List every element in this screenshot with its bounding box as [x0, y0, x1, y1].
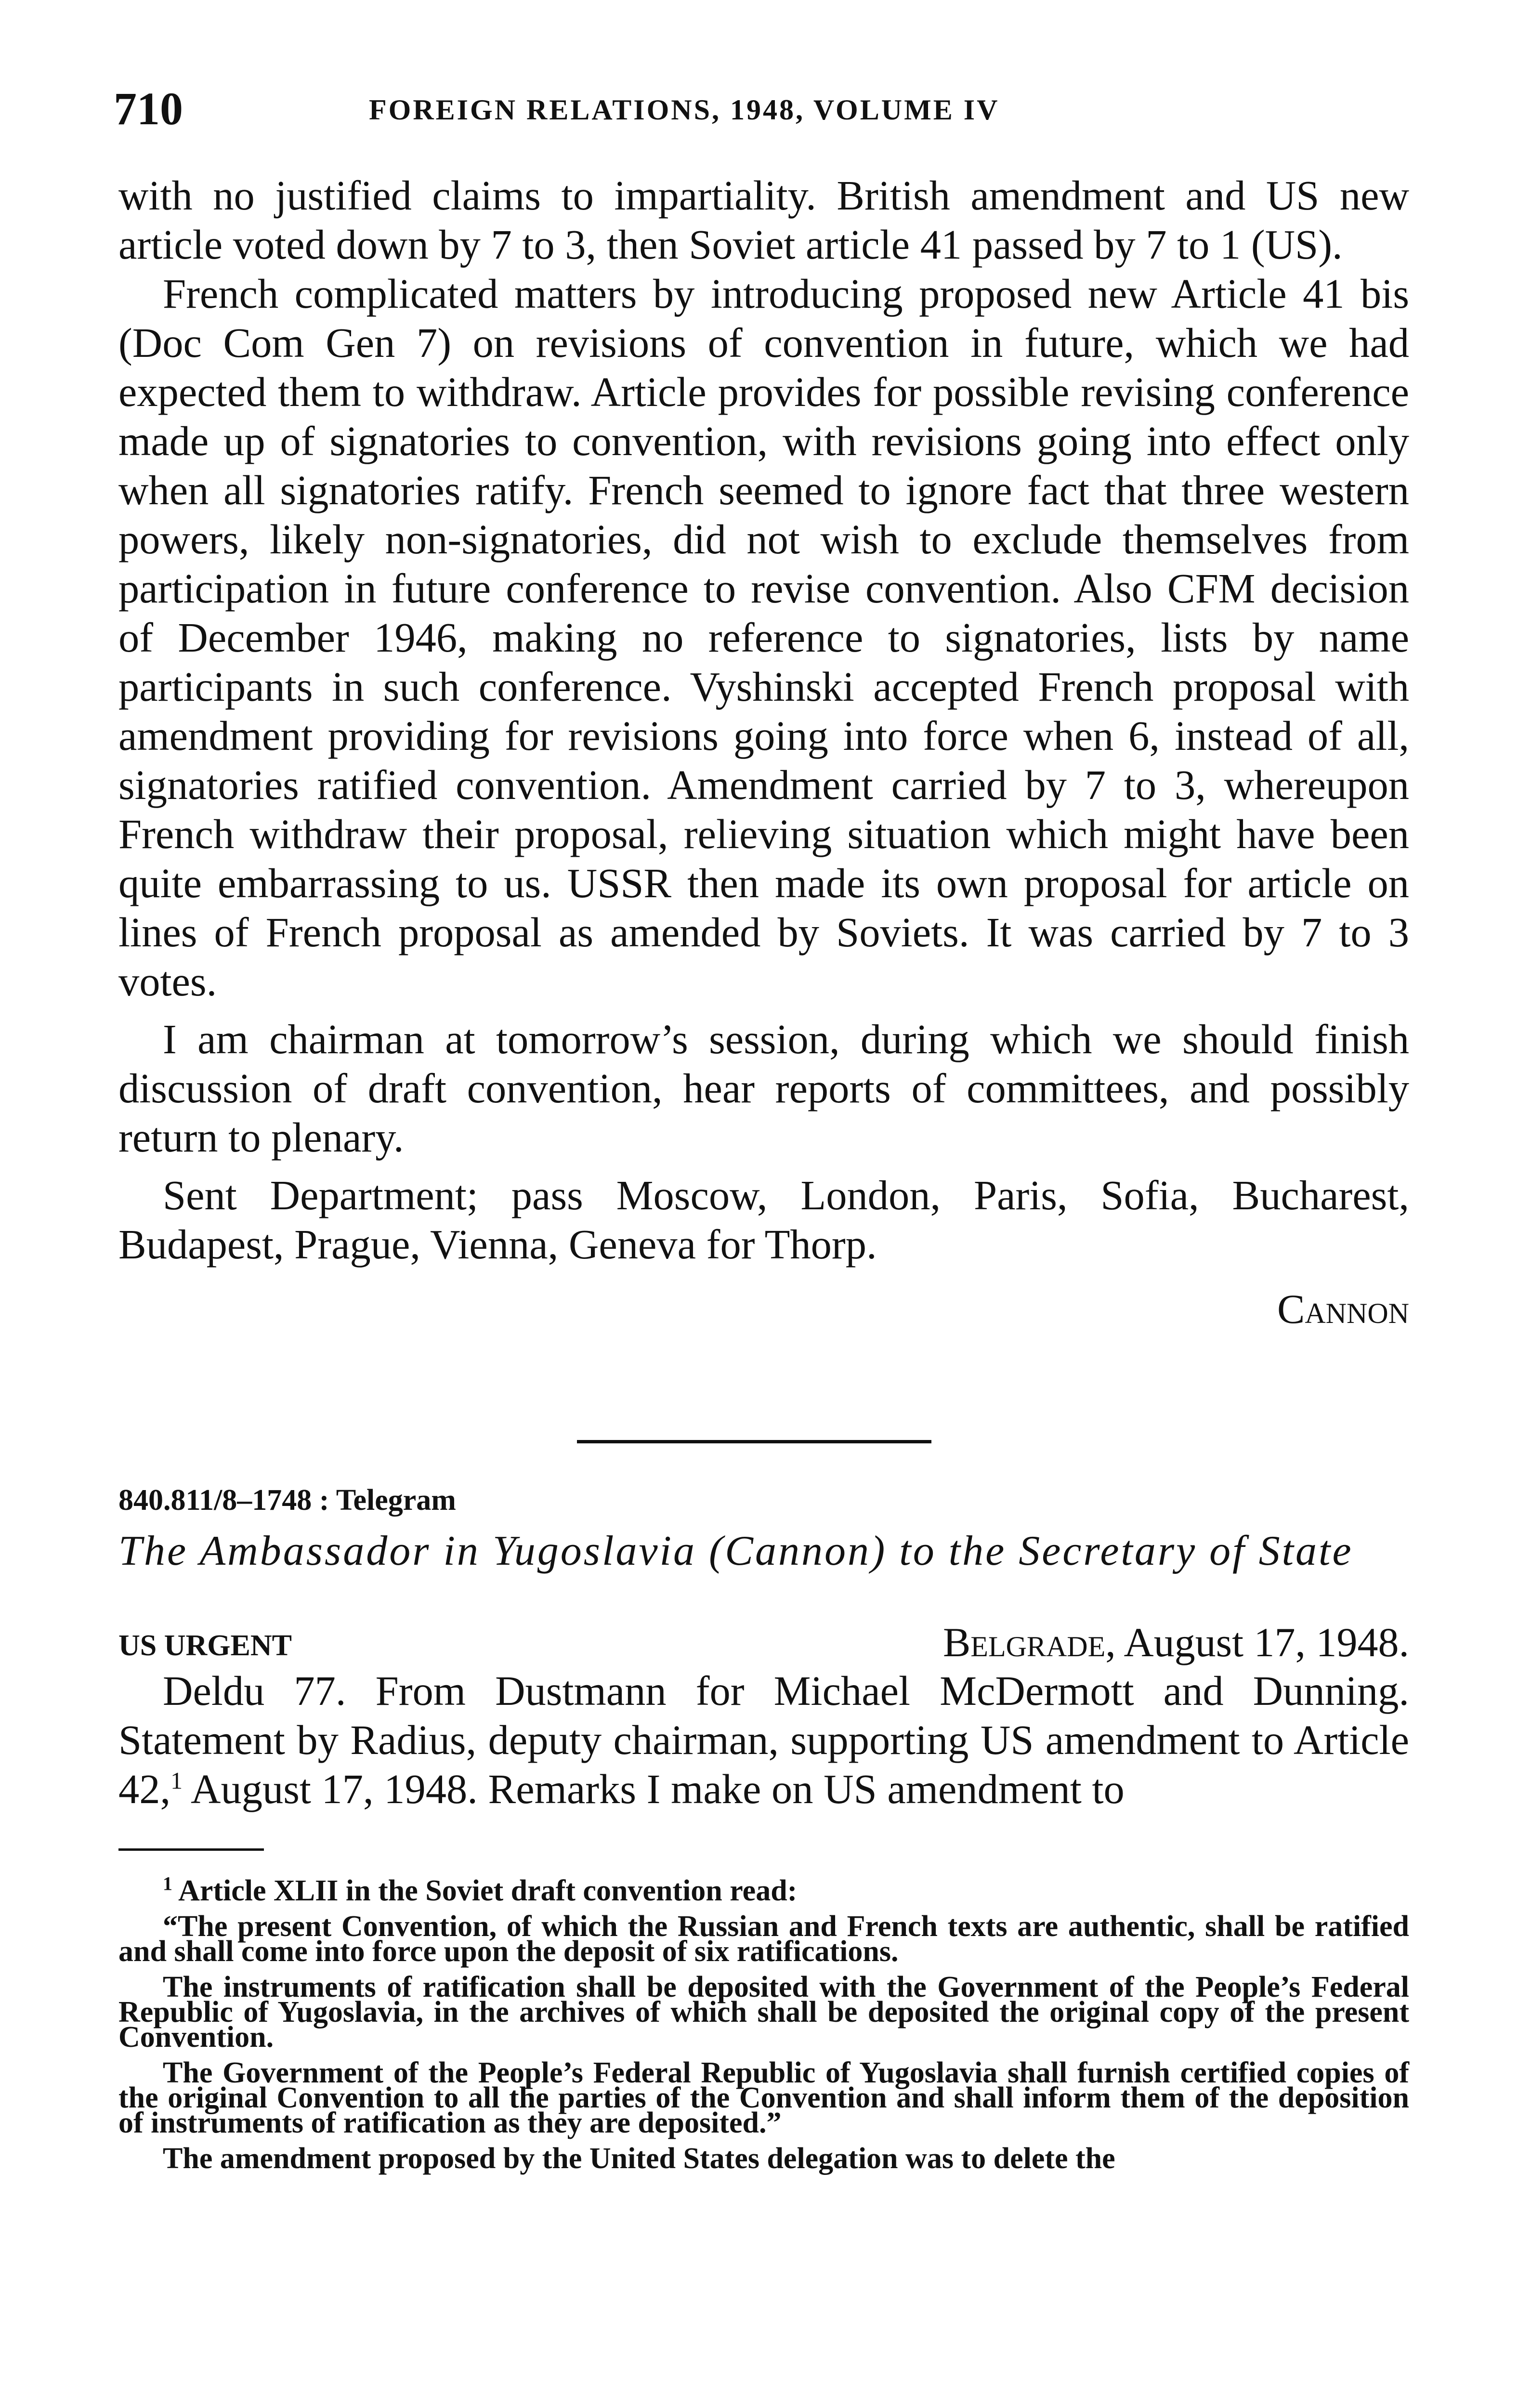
- footnote-reference: 1: [170, 1767, 183, 1794]
- date: August 17, 1948.: [1124, 1619, 1409, 1665]
- signature: Cannon: [1277, 1286, 1409, 1332]
- paragraph: Sent Department; pass Moscow, London, Paris, Sofia, Bucharest, Budapest, Prague, Vienna, Geneva for Thorp.: [118, 1172, 1409, 1268]
- footnote-intro: [118, 1872, 1409, 1907]
- document-title: The Ambassador in Yugoslavia (Cannon) to the Secretary of State: [118, 1528, 1353, 1574]
- paragraph: with no justified claims to impartiality. British amendment and US new article voted down by 7 to 3, then Soviet article 41 passed by 7 to 1 (US).: [118, 172, 1409, 268]
- running-head: FOREIGN RELATIONS, 1948, VOLUME IV: [369, 94, 1000, 126]
- footnote-marker: 1: [163, 1872, 172, 1895]
- footnote-paragraph: “The present Convention, of which the Russian and French texts are authentic, shall be ratified and shall come into force upon the deposit of six ratifications.: [118, 1910, 1409, 1968]
- page-number: 710: [114, 83, 183, 134]
- footnote-rule: [118, 1848, 264, 1851]
- body-text: Deldu 77. From Dustmann for Michael McDermott and Dunning. Statement by Radius, deputy chairman, supporting US amendment to Article 42,: [118, 1668, 1409, 1812]
- paragraph: French complicated matters by introducing proposed new Article 41 bis (Doc Com Gen 7) on revisions of convention in future, which we had expected them to withdraw. Article provides for possible revising conference made up of signatories to convention, with revisions going into effect only when all signatories ratify. French seemed to ignore fact that three western powers, likely non-signatories, did not wish to exclude themselves from participation in future conference to revise convention. Also CFM decision of December 1946, making no reference to signatories, lists by name participants in such conference. Vyshinski accepted French proposal with amendment providing for revisions going into force when 6, instead of all, signatories ratified convention. Amendment carried by 7 to 3, whereupon French withdraw their proposal, relieving situation which might have been quite embarrassing to us. USSR then made its own proposal for article on lines of French proposal as amended by Soviets. It was carried by 7 to 3 votes.: [118, 271, 1409, 1005]
- footnote-paragraph: The Government of the People’s Federal Republic of Yugoslavia shall furnish certified copies of the original Convention to all the parties of the Convention and shall inform them of the deposition of instruments of ratification as they are deposited.”: [118, 2056, 1409, 2139]
- footnote-text: Article XLII in the Soviet draft convention read:: [178, 1874, 798, 1907]
- page-header: [114, 82, 1414, 140]
- file-reference: 840.811/8–1748 : Telegram: [118, 1484, 456, 1517]
- place: Belgrade,: [942, 1619, 1116, 1665]
- continuation-text: [118, 171, 1409, 1334]
- dateline: [118, 1618, 1409, 1671]
- section-divider: [577, 1440, 931, 1443]
- telegram-body: [118, 1666, 1409, 1814]
- body-text: August 17, 1948. Remarks I make on US amendment to: [183, 1766, 1125, 1812]
- paragraph: [118, 1666, 1409, 1814]
- footnotes: [118, 1872, 1409, 2182]
- footnote-paragraph: The amendment proposed by the United States delegation was to delete the: [163, 2142, 1115, 2175]
- paragraph: I am chairman at tomorrow’s session, during which we should finish discussion of draft convention, hear reports of committees, and possibly return to plenary.: [118, 1016, 1409, 1161]
- priority-label: US URGENT: [118, 1629, 292, 1662]
- place-date: [943, 1618, 1409, 1666]
- footnote-paragraph: The instruments of ratification shall be deposited with the Government of the People’s Federal Republic of Yugoslavia, in the archives of which shall be deposited the original copy of the present Convention.: [118, 1971, 1409, 2054]
